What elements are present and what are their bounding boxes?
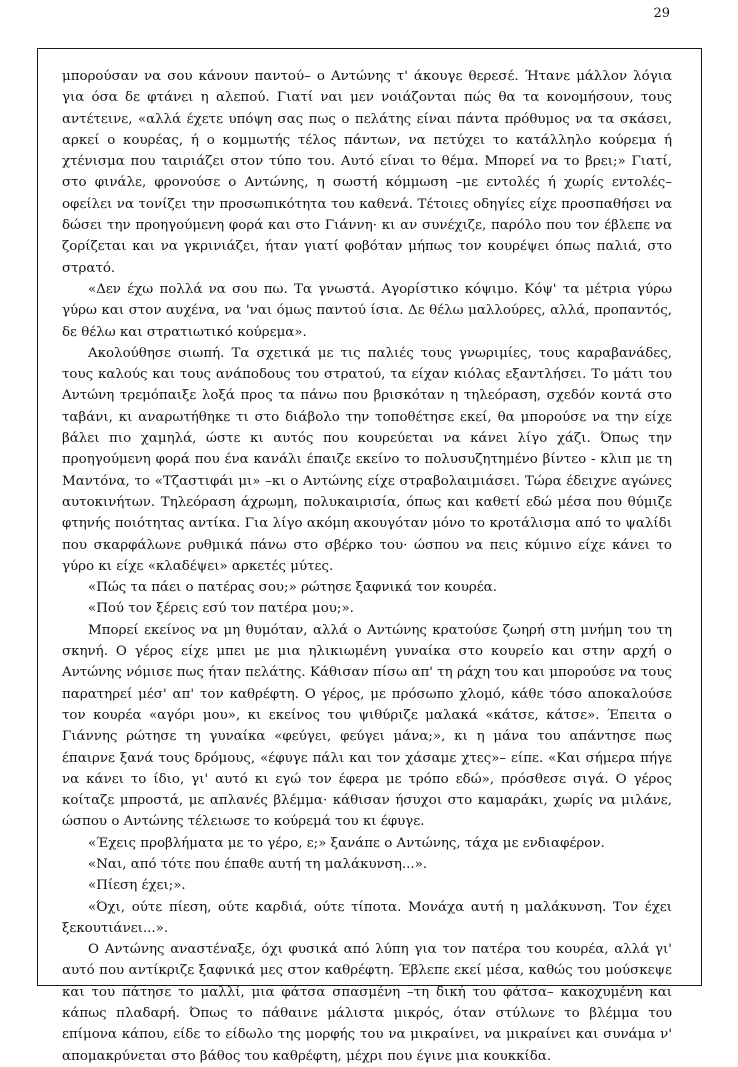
paragraph: «Έχεις προβλήματα με το γέρο, ε;» ξανάπε ο Αντώνης, τάχα με ενδιαφέρον. bbox=[88, 835, 605, 851]
paragraph: «Πίεση έχει;». bbox=[88, 878, 186, 894]
paragraph: «Δεν έχω πολλά να σου πω. Τα γνωστά. Αγορίστικο κόψιμο. Κόψ' τα μέτρια γύρω γύρω και στον αυχένα, να 'ναι όμως παντού ίσια. Δε θέλω μαλλούρες, αλλά, προπαντός, δε θέλω και στρατιωτικό κούρεμα». bbox=[62, 281, 672, 340]
paragraph: Ακολούθησε σιωπή. Τα σχετικά με τις παλιές τους γνωριμίες, τους καραβανάδες, τους καλούς και τους ανάποδους του στρατού, τα είχαν κιόλας εξαντλήσει. Το μάτι του Αντώνη τρεμόπαιξε λοξά προς τα πάνω που βρισκόταν η τηλεόραση, σχεδόν κοντά στο ταβάνι, κι αναρωτήθηκε τι στο διάβολο την τοποθέτησε εκεί, θα μπορούσε να την είχε βάλει πιο χαμηλά, ώστε κι αυτός που κουρεύεται να κάνει λίγο χάζι. Όπως την προηγούμενη φορά που ένα κανάλι έπαιζε εκείνο το πολυσυζητημένο βίντεο - κλιπ με τη Μαντόνα, το «Τζαστιφάι μι» –κι ο Αντώνης είχε στραβολαιμιάσει. Τώρα έδειχνε αγώνες αυτοκινήτων. Τηλεόραση άχρωμη, πολυκαιρισία, όπως και καθετί εδώ μέσα που θύμιζε φτηνής ποιότητας αντίκα. Για λίγο ακόμη ακουγόταν μόνο το κροτάλισμα από το ψαλίδι που σκαρφάλωνε ρυθμικά πάνω στο σβέρκο του· ώσπου να πεις κύμινο είχε κάνει το γύρο κι είχε «κλαδέψει» αρκετές μύτες. bbox=[62, 345, 672, 574]
paragraph: μπορούσαν να σου κάνουν παντού– ο Αντώνης τ' άκουγε θερεσέ. Ήτανε μάλλον λόγια για όσα δε φτάνει η αλεπού. Γιατί ναι μεν νοιάζονται πώς θα τα κονομήσουν, τους αντέτεινε, «αλλά έχετε υπόψη σας πως ο πελάτης είναι πάντα πρόθυμος να τα σκάσει, αρκεί ο κουρέας, ή ο κομμωτής τέλος πάντων, να πετύχει το κατάλληλο κούρεμα ή χτένισμα που ταιριάζει στον τύπο του. Αυτό είναι το θέμα. Μπορεί να το βρει;» Γιατί, στο φινάλε, φρονούσε ο Αντώνης, η σωστή κόμμωση –με εντολές ή χωρίς εντολές– οφείλει να τονίζει την προσωπικότητα του καθενά. Τέτοιες οδηγίες είχε προσπαθήσει να δώσει την προηγούμενη φορά και στο Γιάννη· κι αν συνέχιζε, παρόλο που τον έβλεπε να ζορίζεται και να γκρινιάζει, ήταν γιατί φοβόταν μήπως τον κουρέψει όπως παλιά, στο στρατό. bbox=[62, 69, 672, 276]
body-text bbox=[62, 66, 672, 1067]
paragraph: «Όχι, ούτε πίεση, ούτε καρδιά, ούτε τίποτα. Μονάχα αυτή η μαλάκυνση. Τον έχει ξεκουτιάνει...». bbox=[62, 899, 672, 936]
paragraph: «Ναι, από τότε που έπαθε αυτή τη μαλάκυνση...». bbox=[88, 856, 428, 872]
paragraph: «Πώς τα πάει ο πατέρας σου;» ρώτησε ξαφνικά τον κουρέα. bbox=[88, 580, 497, 596]
page-number: 29 bbox=[653, 6, 670, 21]
paragraph: Μπορεί εκείνος να μη θυμόταν, αλλά ο Αντώνης κρατούσε ζωηρή στη μνήμη του τη σκηνή. Ο γέρος είχε μπει με μια ηλικιωμένη γυναίκα στο κουρείο και στην αρχή ο Αντώνης νόμισε πως ήταν πελάτης. Κάθισαν πίσω απ' τη ράχη του και μπορούσε να τους παρατηρεί μέσ' απ' τον καθρέφτη. Ο γέρος, με πρόσωπο χλομό, κάθε τόσο αποκαλούσε τον κουρέα «αγόρι μου», κι εκείνος του ψιθύριζε μαλακά «κάτσε, κάτσε». Έπειτα ο Γιάννης ρώτησε τη γυναίκα «φεύγει, φεύγει μάνα;», κι η μάνα του απάντησε πως έπαιρνε ξανά τους δρόμους, «έφυγε πάλι και τον χάσαμε χτες»– είπε. «Και σήμερα πήγε να κάνει το ίδιο, γι' αυτό κι εγώ τον έφερα με τρόπο εδώ», πρόσθεσε σιγά. Ο γέρος κοίταζε μπροστά, με απλανές βλέμμα· κάθισαν ήσυχοι στο καμαράκι, χωρίς να μιλάνε, ώσπου ο Αντώνης τέλειωσε το κούρεμά του κι έφυγε. bbox=[62, 622, 672, 830]
paragraph: «Πού τον ξέρεις εσύ τον πατέρα μου;». bbox=[88, 601, 354, 617]
paragraph: Ο Αντώνης αναστέναξε, όχι φυσικά από λύπη για τον πατέρα του κουρέα, αλλά γι' αυτό που αντίκριζε ξαφνικά μες στον καθρέφτη. Έβλεπε εκεί μέσα, καθώς του μούσκεψε και του πάτησε το μαλλί, μια φάτσα σπασμένη –τη δική του φάτσα– κακοχυμένη και κάπως πλαδαρή. Όπως το πάθαινε μάλιστα μικρός, όταν στύλωνε το βλέμμα του επίμονα κάπου, είδε το είδωλο της μορφής του να μικραίνει, να μικραίνει και συνάμα ν' απομακρύνεται στο βάθος του καθρέφτη, μέχρι που έγινε μια κουκκίδα. bbox=[62, 942, 672, 1064]
